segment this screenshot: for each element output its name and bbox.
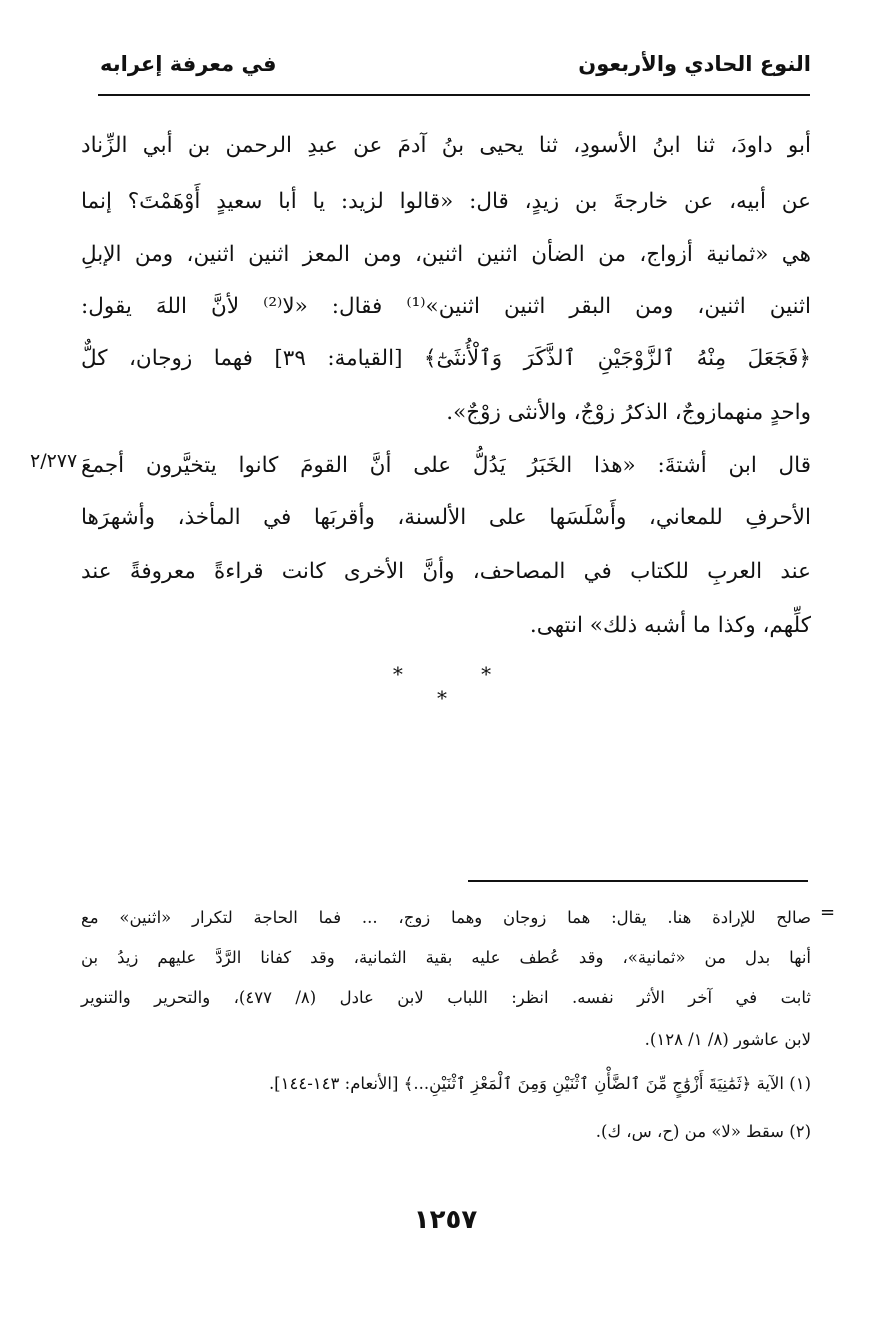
running-header-title: النوع الحادي والأربعون [578, 52, 811, 76]
section-separator: * * * [392, 662, 528, 710]
body-line: واحدٍ منهمازوجٌ، الذكرُ زوْجٌ، والأنثى زوْجٌ». [446, 400, 811, 425]
header-rule [98, 94, 810, 96]
footnote-continuation-mark: = [820, 902, 836, 923]
page-number: ١٢٥٧ [413, 1205, 478, 1235]
footnote-line: ثابت في آخر الأثر نفسه. انظر: اللباب لابن عادل (٨/ ٤٧٧)، والتحرير والتنوير [81, 988, 811, 1007]
body-line: عن أبيه، عن خارجةَ بن زيدٍ، قال: «قالوا لزيد: يا أبا سعيدٍ أَوْهَمْتَ؟ إنما [81, 189, 811, 214]
footnote-line: أنها بدل من «ثمانية»، وقد عُطف عليه بقية الثمانية، وقد كفانا الرَّدَّ عليهم زيدُ بن [81, 948, 811, 967]
body-line: كلِّهم، وكذا ما أشبه ذلك» انتهى. [529, 613, 811, 638]
footnote-rule [468, 880, 808, 882]
footnote-line: (٢) سقط «لا» من (ح، س، ك). [595, 1122, 811, 1141]
body-line: ﴿فَجَعَلَ مِنْهُ ٱلزَّوْجَيْنِ ٱلذَّكَرَ وَٱلْأُنثَىٰٓ﴾ [القيامة: ٣٩] فهما زوجان، كلٌّ [81, 346, 811, 371]
body-line: هي «ثمانية أزواج، من الضأن اثنين اثنين، ومن المعز اثنين اثنين، ومن الإبلِ [81, 242, 811, 267]
body-line: قال ابن أشتةَ: «هذا الخَبَرُ يَدُلُّ على أنَّ القومَ كانوا يتخيَّرون أجمعَ [81, 453, 811, 478]
footnote-line: (١) الآية ﴿ثَمَٰنِيَةَ أَزْوَٰجٍ مِّنَ ٱلضَّأْنِ ٱثْنَيْنِ وَمِنَ ٱلْمَعْزِ ٱثْنَيْنِ...﴾ [الأنعام: ١٤٣-١٤٤]. [268, 1074, 811, 1093]
body-line: عند العربِ للكتاب في المصاحف، وأنَّ الأخرى كانت قراءةً معروفةً عند [81, 559, 811, 584]
footnote-line: صالح للإرادة هنا. يقال: هما زوجان وهما زوج، ... فما الحاجة لتكرار «اثنين» مع [81, 908, 811, 927]
body-line: اثنين اثنين، ومن البقر اثنين اثنين»⁽¹⁾ فقال: «لا⁽²⁾ لأنَّ اللهَ يقول: [81, 294, 812, 319]
margin-reference: ٢/٢٧٧ [30, 450, 78, 472]
footnote-line: لابن عاشور (٨/ ١/ ١٢٨). [644, 1030, 811, 1049]
body-line: أبو داودَ، ثنا ابنُ الأسودِ، ثنا يحيى بنُ آدمَ عن عبدِ الرحمن بن أبي الزِّناد [81, 133, 811, 158]
body-line: الأحرفِ للمعاني، وأَسْلَسَها على الألسنة، وأقربَها في المأخذ، وأشهرَها [81, 505, 811, 530]
running-header-subtitle: في معرفة إعرابه [100, 52, 277, 76]
